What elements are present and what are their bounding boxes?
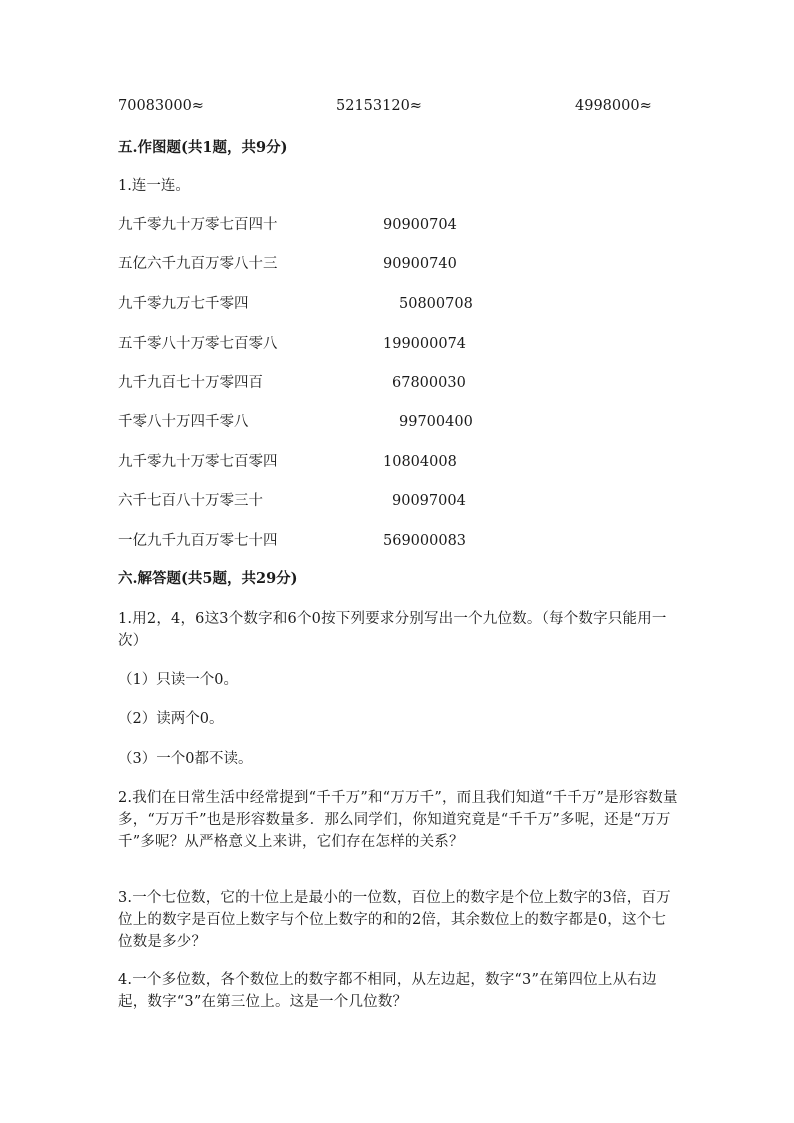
match-right-item: 90097004	[392, 493, 466, 509]
sub-question: （1）只读一个0。	[118, 672, 238, 688]
match-left-item: 九千零九十万零七百零四	[118, 454, 278, 470]
question-text: 3.一个七位数，它的十位上是最小的一位数，百位上的数字是个位上数字的3倍，百万位上的数字是百位上数字与个位上数字的和的2倍，其余数位上的数字都是0，这个七位数是多少？	[118, 890, 671, 950]
match-right-item: 199000074	[383, 336, 467, 352]
section-title: 五.作图题(共1题，共9分)	[118, 139, 288, 156]
sub-question: （2）读两个0。	[118, 711, 224, 727]
match-left-item: 九千零九十万零七百四十	[118, 217, 278, 233]
match-right-item: 90900704	[383, 217, 457, 233]
match-right-item: 67800030	[392, 375, 466, 391]
approx-item-1: 70083000≈	[118, 98, 204, 114]
match-left-item: 九千九百七十万零四百	[118, 375, 263, 391]
match-right-item: 569000083	[383, 533, 467, 549]
question-text: 1.连一连。	[118, 178, 190, 194]
match-left-item: 九千零九万七千零四	[118, 296, 249, 312]
match-left-item: 五亿六千九百万零八十三	[118, 256, 278, 272]
question-text: 1.用2，4，6这3个数字和6个0按下列要求分别写出一个九位数。（每个数字只能用一次）	[118, 611, 667, 649]
match-left-item: 一亿九千九百万零七十四	[118, 533, 278, 549]
question-text: 2.我们在日常生活中经常提到“千千万”和“万万千”，而且我们知道“千千万”是形容数量多，“万万千”也是形容数量多．那么同学们，你知道究竟是“千千万”多呢，还是“万万千”多呢？从严格意义上来讲，它们存在怎样的关系？	[118, 790, 678, 850]
sub-question: （3）一个0都不读。	[118, 751, 253, 767]
match-right-item: 10804008	[383, 454, 457, 470]
match-right-item: 90900740	[383, 256, 457, 272]
match-left-item: 千零八十万四千零八	[118, 414, 249, 430]
match-left-item: 六千七百八十万零三十	[118, 493, 263, 509]
question-text: 4.一个多位数，各个数位上的数字都不相同，从左边起，数字“3”在第四位上从右边起，数字“3”在第三位上。这是一个几位数？	[118, 972, 657, 1010]
approx-item-2: 52153120≈	[336, 98, 422, 114]
match-left-item: 五千零八十万零七百零八	[118, 336, 278, 352]
approx-item-3: 4998000≈	[575, 98, 652, 114]
match-right-item: 99700400	[399, 414, 473, 430]
section-title: 六.解答题(共5题，共29分)	[118, 570, 298, 587]
match-right-item: 50800708	[399, 296, 473, 312]
